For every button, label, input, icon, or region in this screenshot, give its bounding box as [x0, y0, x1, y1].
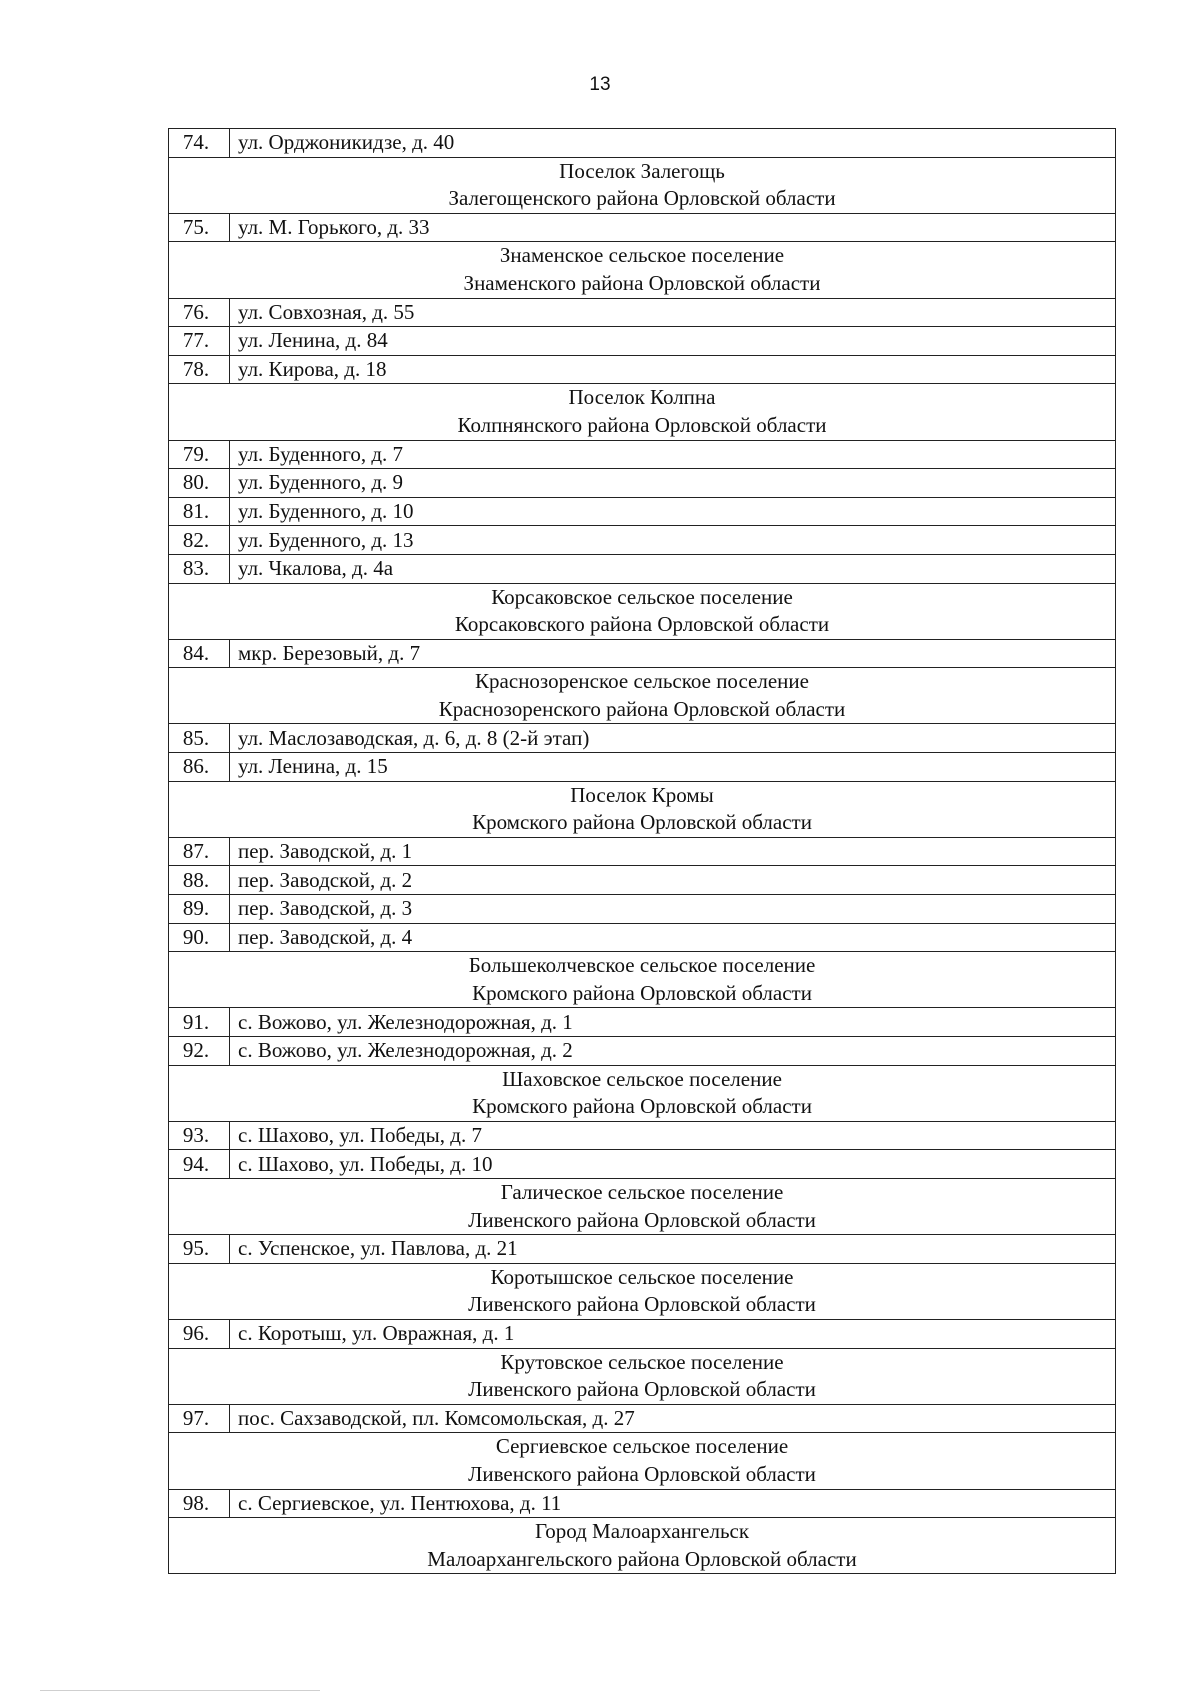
- address-text: ул. Ленина, д. 15: [230, 753, 1116, 782]
- district-name: Колпнянского района Орловской области: [457, 412, 827, 437]
- settlement-header-row: [169, 1348, 1116, 1404]
- district-name: Кромского района Орловской области: [472, 810, 812, 835]
- settlement-header-row: [169, 583, 1116, 639]
- address-row: [169, 1121, 1116, 1150]
- address-table-body: [169, 129, 1116, 1574]
- address-row: [169, 923, 1116, 952]
- settlement-name: Крутовское сельское поселение: [500, 1349, 784, 1374]
- address-text: с. Коротыш, ул. Овражная, д. 1: [230, 1319, 1116, 1348]
- row-number: 92.: [169, 1037, 230, 1066]
- address-text: с. Вожово, ул. Железнодорожная, д. 1: [230, 1008, 1116, 1037]
- address-row: [169, 895, 1116, 924]
- settlement-header-row: [169, 384, 1116, 440]
- address-row: [169, 526, 1116, 555]
- settlement-header: [169, 952, 1116, 1008]
- address-text: с. Шахово, ул. Победы, д. 7: [230, 1121, 1116, 1150]
- address-text: ул. Кирова, д. 18: [230, 355, 1116, 384]
- row-number: 80.: [169, 469, 230, 498]
- address-text: ул. Маслозаводская, д. 6, д. 8 (2-й этап): [230, 724, 1116, 753]
- settlement-name: Поселок Залегощь: [559, 158, 725, 183]
- row-number: 81.: [169, 497, 230, 526]
- row-number: 88.: [169, 866, 230, 895]
- row-number: 84.: [169, 639, 230, 668]
- row-number: 87.: [169, 837, 230, 866]
- settlement-header: [169, 384, 1116, 440]
- settlement-name: Шаховское сельское поселение: [502, 1066, 782, 1091]
- settlement-header: [169, 1433, 1116, 1489]
- address-table: [168, 128, 1116, 1574]
- settlement-header: [169, 157, 1116, 213]
- settlement-name: Поселок Колпна: [568, 385, 716, 410]
- row-number: 89.: [169, 895, 230, 924]
- address-text: пер. Заводской, д. 1: [230, 837, 1116, 866]
- settlement-header-row: [169, 1065, 1116, 1121]
- address-text: мкр. Березовый, д. 7: [230, 639, 1116, 668]
- settlement-header: [169, 781, 1116, 837]
- address-row: [169, 1235, 1116, 1264]
- row-number: 74.: [169, 129, 230, 158]
- settlement-header-row: [169, 1433, 1116, 1489]
- district-name: Кромского района Орловской области: [472, 1094, 812, 1119]
- address-row: [169, 753, 1116, 782]
- settlement-header: [169, 1263, 1116, 1319]
- address-text: с. Успенское, ул. Павлова, д. 21: [230, 1235, 1116, 1264]
- row-number: 77.: [169, 327, 230, 356]
- address-row: [169, 837, 1116, 866]
- row-number: 95.: [169, 1235, 230, 1264]
- address-text: пер. Заводской, д. 3: [230, 895, 1116, 924]
- row-number: 75.: [169, 213, 230, 242]
- address-text: ул. Буденного, д. 10: [230, 497, 1116, 526]
- district-name: Ливенского района Орловской области: [468, 1207, 816, 1232]
- address-text: с. Сергиевское, ул. Пентюхова, д. 11: [230, 1489, 1116, 1518]
- address-text: ул. Ленина, д. 84: [230, 327, 1116, 356]
- settlement-name: Город Малоархангельск: [534, 1519, 750, 1544]
- settlement-name: Корсаковское сельское поселение: [491, 584, 793, 609]
- row-number: 90.: [169, 923, 230, 952]
- scan-artifact-line: [40, 1690, 320, 1691]
- address-row: [169, 497, 1116, 526]
- row-number: 83.: [169, 554, 230, 583]
- address-text: ул. Орджоникидзе, д. 40: [230, 129, 1116, 158]
- settlement-header-row: [169, 952, 1116, 1008]
- address-row: [169, 1037, 1116, 1066]
- address-row: [169, 1008, 1116, 1037]
- row-number: 86.: [169, 753, 230, 782]
- address-row: [169, 1150, 1116, 1179]
- address-row: [169, 724, 1116, 753]
- settlement-header-row: [169, 668, 1116, 724]
- settlement-header: [169, 1518, 1116, 1574]
- row-number: 96.: [169, 1319, 230, 1348]
- settlement-header-row: [169, 157, 1116, 213]
- settlement-header-row: [169, 781, 1116, 837]
- settlement-header-row: [169, 1178, 1116, 1234]
- address-text: пос. Сахзаводской, пл. Комсомольская, д. 27: [230, 1404, 1116, 1433]
- address-row: [169, 129, 1116, 158]
- address-text: с. Шахово, ул. Победы, д. 10: [230, 1150, 1116, 1179]
- district-name: Ливенского района Орловской области: [468, 1461, 816, 1486]
- district-name: Ливенского района Орловской области: [468, 1292, 816, 1317]
- address-text: ул. М. Горького, д. 33: [230, 213, 1116, 242]
- settlement-header-row: [169, 242, 1116, 298]
- row-number: 76.: [169, 298, 230, 327]
- settlement-name: Большеколчевское сельское поселение: [468, 953, 816, 978]
- address-text: ул. Буденного, д. 7: [230, 440, 1116, 469]
- district-name: Кромского района Орловской области: [472, 980, 812, 1005]
- address-text: ул. Чкалова, д. 4а: [230, 554, 1116, 583]
- address-row: [169, 213, 1116, 242]
- district-name: Ливенского района Орловской области: [468, 1377, 816, 1402]
- district-name: Знаменского района Орловской области: [463, 270, 821, 295]
- address-row: [169, 866, 1116, 895]
- settlement-header: [169, 668, 1116, 724]
- settlement-header: [169, 1348, 1116, 1404]
- row-number: 85.: [169, 724, 230, 753]
- address-row: [169, 327, 1116, 356]
- settlement-header: [169, 1178, 1116, 1234]
- address-row: [169, 298, 1116, 327]
- district-name: Краснозоренского района Орловской области: [438, 696, 846, 721]
- row-number: 82.: [169, 526, 230, 555]
- address-row: [169, 469, 1116, 498]
- row-number: 78.: [169, 355, 230, 384]
- address-row: [169, 554, 1116, 583]
- settlement-header: [169, 1065, 1116, 1121]
- address-row: [169, 355, 1116, 384]
- address-text: пер. Заводской, д. 2: [230, 866, 1116, 895]
- settlement-name: Знаменское сельское поселение: [499, 243, 785, 268]
- district-name: Залегощенского района Орловской области: [448, 186, 836, 211]
- settlement-name: Галическое сельское поселение: [500, 1179, 784, 1204]
- address-row: [169, 1319, 1116, 1348]
- row-number: 91.: [169, 1008, 230, 1037]
- settlement-header-row: [169, 1263, 1116, 1319]
- row-number: 98.: [169, 1489, 230, 1518]
- address-row: [169, 440, 1116, 469]
- address-text: ул. Совхозная, д. 55: [230, 298, 1116, 327]
- address-row: [169, 1489, 1116, 1518]
- row-number: 79.: [169, 440, 230, 469]
- address-row: [169, 1404, 1116, 1433]
- address-text: ул. Буденного, д. 13: [230, 526, 1116, 555]
- address-text: пер. Заводской, д. 4: [230, 923, 1116, 952]
- settlement-header-row: [169, 1518, 1116, 1574]
- settlement-name: Коротышское сельское поселение: [490, 1264, 794, 1289]
- address-text: ул. Буденного, д. 9: [230, 469, 1116, 498]
- district-name: Корсаковского района Орловской области: [454, 612, 830, 637]
- address-text: с. Вожово, ул. Железнодорожная, д. 2: [230, 1037, 1116, 1066]
- row-number: 97.: [169, 1404, 230, 1433]
- settlement-header: [169, 242, 1116, 298]
- row-number: 93.: [169, 1121, 230, 1150]
- settlement-name: Поселок Кромы: [570, 782, 714, 807]
- page-number: 13: [589, 74, 611, 95]
- settlement-header: [169, 583, 1116, 639]
- settlement-name: Краснозоренское сельское поселение: [475, 669, 809, 694]
- row-number: 94.: [169, 1150, 230, 1179]
- settlement-name: Сергиевское сельское поселение: [495, 1434, 789, 1459]
- district-name: Малоархангельского района Орловской области: [427, 1546, 857, 1571]
- address-row: [169, 639, 1116, 668]
